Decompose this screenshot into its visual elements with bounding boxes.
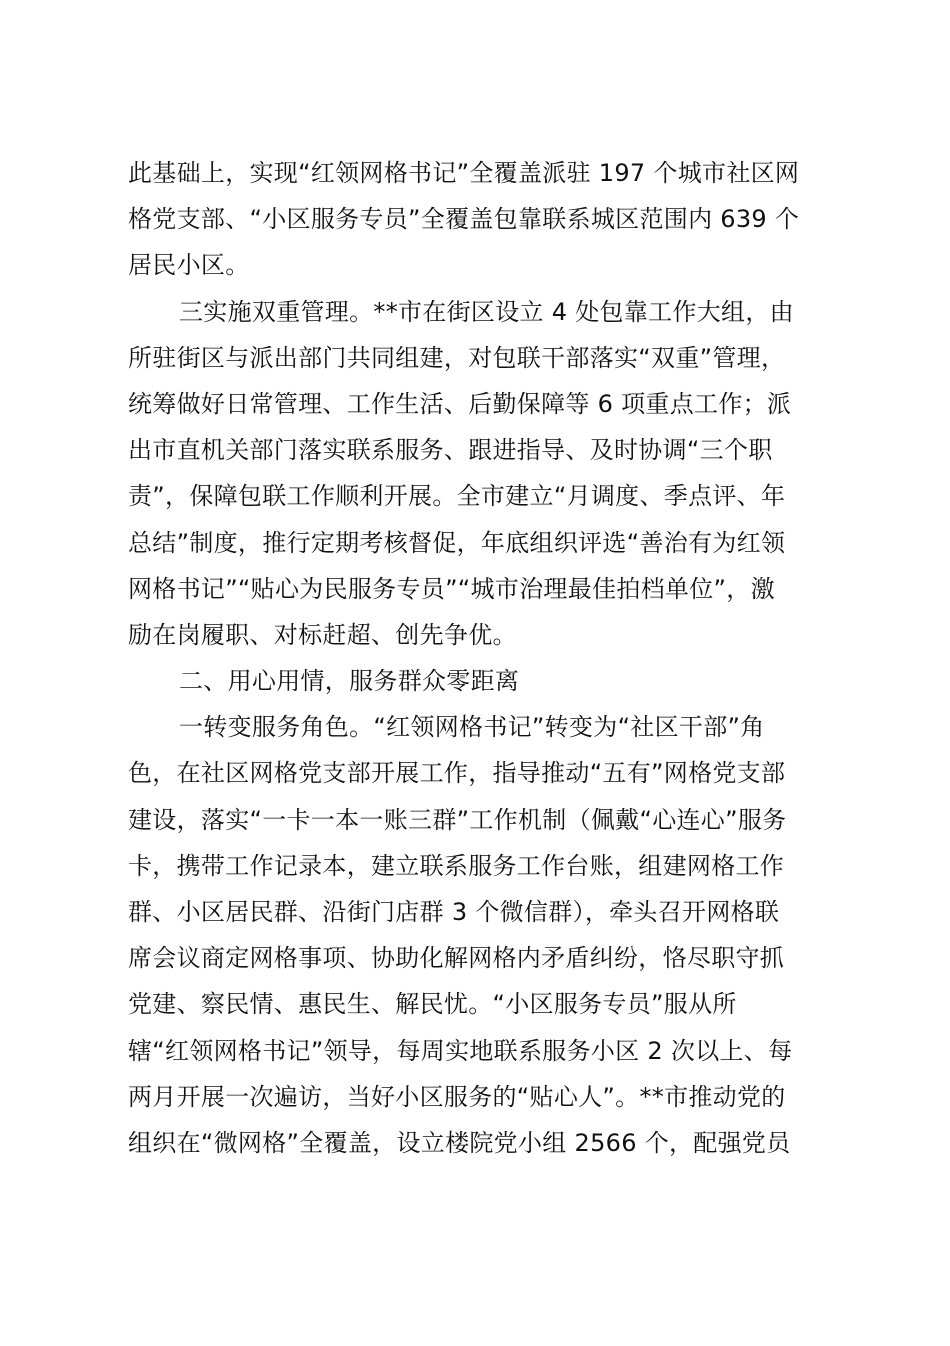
- text-line: 群、小区居民群、沿街门店群 3 个微信群），牵头召开网格联: [128, 898, 780, 926]
- text-line: 色，在社区网格党支部开展工作，指导推动“五有”网格党支部: [128, 759, 786, 788]
- text-line: 组织在“微网格”全覆盖，设立楼院党小组 2566 个，配强党员: [128, 1128, 791, 1157]
- text-line: 党建、察民情、惠民生、解民忧。“小区服务专员”服从所: [128, 990, 737, 1019]
- paragraph-start-line: 三实施双重管理。**市在街区设立 4 处包靠工作大组，由: [179, 297, 794, 326]
- text-line: 居民小区。: [128, 251, 250, 280]
- body-text: [128, 150, 828, 1166]
- text-line: 席会议商定网格事项、协助化解网格内矛盾纠纷，恪尽职守抓: [128, 944, 785, 973]
- text-line: 所驻街区与派出部门共同组建，对包联干部落实“双重”管理，: [128, 343, 786, 372]
- text-line: 两月开展一次遍访，当好小区服务的“贴心人”。**市推动党的: [128, 1082, 786, 1111]
- paragraph-start-line: 一转变服务角色。“红领网格书记”转变为“社区干部”角: [179, 713, 765, 742]
- text-line: 统筹做好日常管理、工作生活、后勤保障等 6 项重点工作；派: [128, 389, 792, 418]
- text-line: 卡，携带工作记录本，建立联系服务工作台账，组建网格工作: [128, 851, 785, 880]
- text-line: 总结”制度，推行定期考核督促，年底组织评选“善治有为红领: [128, 528, 786, 557]
- text-line: 格党支部、“小区服务专员”全覆盖包靠联系城区范围内 639 个: [128, 205, 800, 234]
- text-line: 责”，保障包联工作顺利开展。全市建立“月调度、季点评、年: [128, 482, 786, 511]
- text-line: 建设，落实“一卡一本一账三群”工作机制（佩戴“心连心”服务: [128, 805, 787, 834]
- text-line: 此基础上，实现“红领网格书记”全覆盖派驻 197 个城市社区网: [128, 159, 800, 187]
- text-line: 励在岗履职、对标赶超、创先争优。: [128, 620, 517, 649]
- text-line: 网格书记”“贴心为民服务专员”“城市治理最佳拍档单位”，激: [128, 574, 775, 603]
- section-heading: 二、用心用情，服务群众零距离: [179, 667, 520, 696]
- text-line: 辖“红领网格书记”领导，每周实地联系服务小区 2 次以上、每: [128, 1036, 793, 1065]
- text-line: 出市直机关部门落实联系服务、跟进指导、及时协调“三个职: [128, 436, 773, 465]
